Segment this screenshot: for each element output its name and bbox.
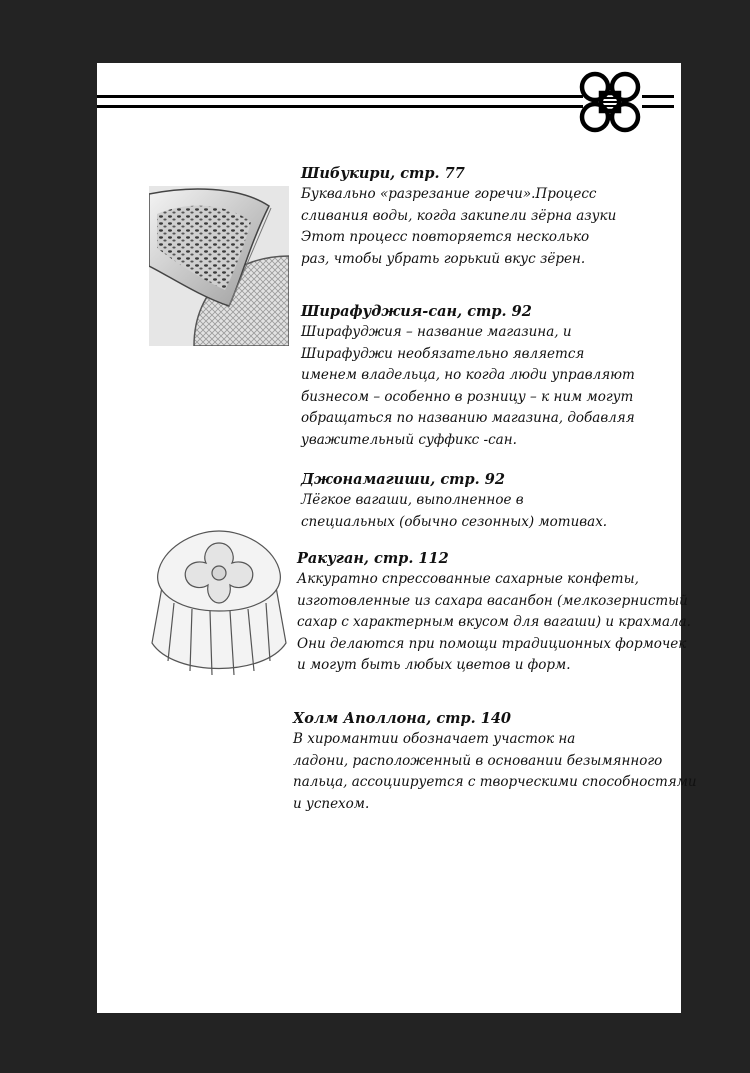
entry-title: Шибукири, стр. 77 — [301, 165, 465, 182]
entry-text-line: Ширафуджи необязательно является — [301, 345, 585, 362]
entry-title: Холм Аполлона, стр. 140 — [293, 710, 512, 727]
entry-text-line: В хиромантии обозначает участок на — [293, 731, 576, 747]
entry-text-line: Буквально «разрезание горечи».Процесс — [301, 186, 597, 202]
entry-title: Ракуган, стр. 112 — [297, 550, 449, 567]
header-rule-top — [97, 95, 583, 98]
decorative-knot-icon — [577, 69, 643, 135]
entry-text-line: сливания воды, когда закипели зёрна азуки — [301, 207, 617, 224]
entry-text-line: Ширафуджия – название магазина, и — [301, 324, 572, 340]
entry-text-line: именем владельца, но когда люди управляют — [301, 367, 635, 383]
entry-title: Шира‌фуджия-сан, стр. 92 — [301, 303, 532, 320]
header-rule-right-bottom — [642, 105, 674, 108]
glossary-entry — [297, 549, 691, 677]
glossary-page — [97, 63, 697, 1013]
entry-text-line: Аккуратно спрессованные сахарные конфеты, — [297, 571, 639, 587]
glossary-entry — [293, 709, 697, 815]
entry-text-line: сахар с характерным вкусом для вагаши) и крахмала. — [297, 614, 691, 630]
entry-text-line: и успехом. — [293, 795, 370, 812]
strainer-illustration — [149, 186, 289, 346]
glossary-entry — [301, 164, 616, 270]
entry-text-line: изготовленные из сахара васанбон (мелкозернистый — [297, 592, 688, 609]
entry-text-line: пальца, ассоциируется с творческими способностями — [293, 774, 697, 790]
header-rule-right-top — [642, 95, 674, 98]
rakugan-illustration — [144, 525, 294, 685]
entry-text-line: обращаться по названию магазина, добавляя — [301, 410, 635, 426]
glossary-entry — [301, 470, 607, 533]
entry-text-line: раз, чтобы убрать горький вкус зёрен. — [301, 250, 586, 267]
header-rule-bottom — [97, 105, 583, 108]
entry-text-line: Этот процесс повторяется несколько — [301, 229, 590, 245]
entry-text-line: ладони, расположенный в основании безымянного — [293, 752, 663, 769]
glossary-entry — [301, 302, 635, 451]
entry-text-line: бизнесом – особенно в розницу – к ним могут — [301, 388, 634, 405]
entry-text-line: уважительный суффикс -сан. — [301, 431, 517, 448]
entry-text-line: и могут быть любых цветов и форм. — [297, 657, 571, 673]
entry-text-line: Они делаются при помощи традиционных формочек — [297, 635, 687, 652]
entry-text-line: специальных (обычно сезонных) мотивах. — [301, 513, 608, 530]
entry-text-line: Лёгкое вагаши, выполненное в — [301, 492, 524, 508]
entry-title: Джонамагиши, стр. 92 — [301, 471, 505, 488]
